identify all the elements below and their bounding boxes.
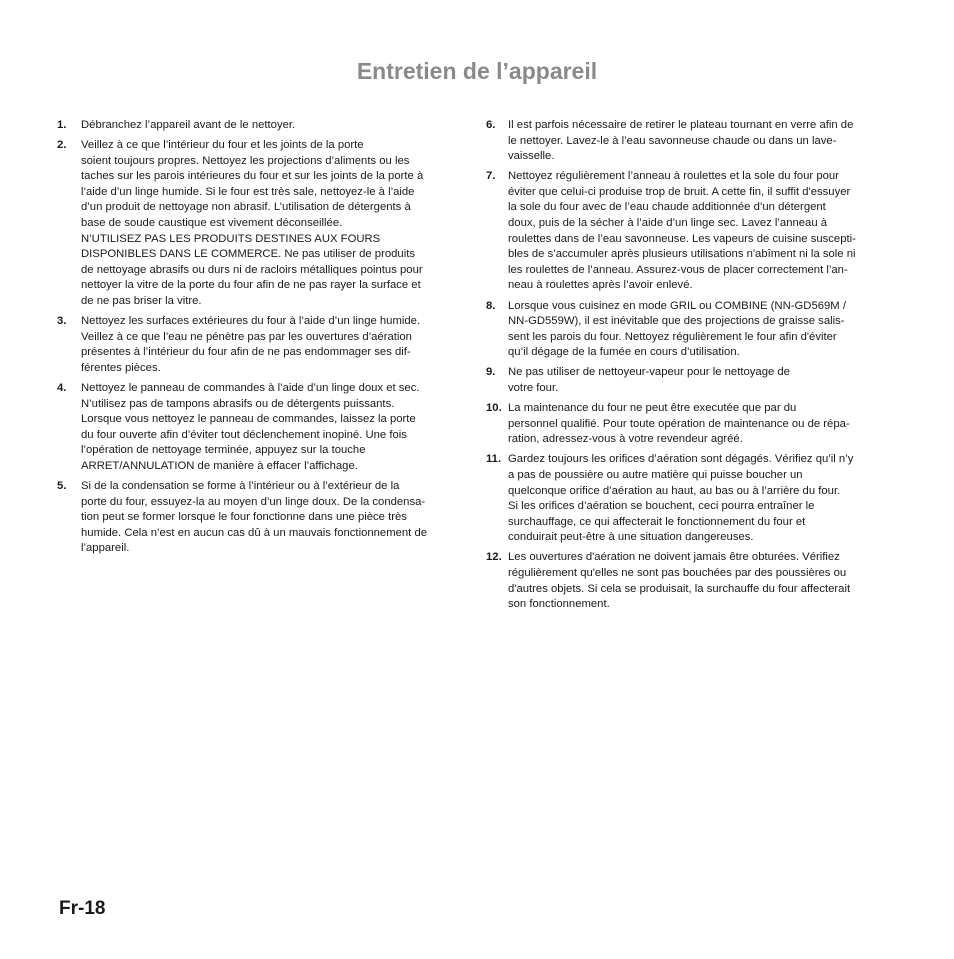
item-text-line: ARRET/ANNULATION de manière à effacer l’affichage.: [81, 459, 358, 472]
list-item: [486, 452, 896, 546]
item-text-line: Lorsque vous cuisinez en mode GRIL ou COMBINE (NN-GD569M /: [508, 299, 846, 312]
item-text-line: d'autres objets. Si cela se produisait, la surchauffe du four affecterait: [508, 582, 851, 595]
item-text-line: Nettoyez le panneau de commandes à l’aide d’un linge doux et sec.: [81, 382, 420, 394]
item-text-line: tion peut se former lorsque le four fonctionne dans une pièce très: [81, 511, 407, 524]
item-text-line: vaisselle.: [508, 150, 555, 163]
item-text: [81, 118, 469, 134]
item-text-line: roulettes dans de l’eau savonneuse. Les vapeurs de cuisine suscepti-: [508, 232, 856, 245]
item-text-line: du four ouverte afin d’éviter tout déclenchement inopiné. Une fois: [81, 428, 407, 441]
item-text-line: éviter que celui-ci produise trop de bruit. A cette fin, il suffit d'essuyer: [508, 185, 851, 198]
list-item: [486, 299, 896, 361]
item-text: [508, 118, 896, 165]
list-item: [486, 169, 896, 294]
item-text-line: La maintenance du four ne peut être executée que par du: [508, 402, 797, 415]
page-number: Fr-18: [59, 898, 106, 919]
item-text: [508, 401, 896, 448]
item-text-line: doux, puis de la sécher à l’aide d’un linge sec. Lavez l’anneau à: [508, 217, 828, 230]
item-text-line: les roulettes de l’anneau. Assurez-vous de placer correctement l’an-: [508, 263, 848, 276]
item-text-line: base de soude caustique est vivement déconseillée.: [81, 217, 343, 230]
item-number: 6.: [486, 119, 496, 131]
item-text-line: Il est parfois nécessaire de retirer le plateau tournant en verre afin de: [508, 119, 854, 131]
item-text-line: Les ouvertures d'aération ne doivent jamais être obturées. Vérifiez: [508, 551, 840, 564]
item-text-line: N’utilisez pas de tampons abrasifs ou de détergents puissants.: [81, 397, 395, 410]
item-text: [81, 479, 469, 557]
item-text-line: votre four.: [508, 382, 559, 394]
item-text-line: Si les orifices d’aération se bouchent, ceci pourra entraîner le: [508, 500, 815, 513]
item-text: [508, 365, 896, 396]
item-text-line: Ne pas utiliser de nettoyeur-vapeur pour le nettoyage de: [508, 366, 790, 379]
item-text-line: présentes à l’intérieur du four afin de ne pas endommager ses dif-: [81, 346, 411, 359]
list-item: [57, 314, 469, 376]
item-text-line: bles de s’accumuler après plusieurs utilisations n'abîment ni la sole ni: [508, 248, 856, 261]
item-text-line: surchauffage, ce qui affecterait le fonctionnement du four et: [508, 515, 806, 528]
item-text-line: personnel qualifié. Pour toute opération de maintenance ou de répa-: [508, 417, 850, 430]
item-text-line: férentes pièces.: [81, 361, 161, 374]
item-number: 12.: [486, 551, 502, 564]
item-text-line: d’un produit de nettoyage non abrasif. L’utilisation de détergents à: [81, 201, 411, 214]
item-text-line: neau à roulettes après l’avoir enlevé.: [508, 279, 693, 292]
item-text-line: l’aide d’un linge humide. Si le four est très sale, nettoyez-le à l’aide: [81, 185, 415, 198]
item-text-line: nettoyer la vitre de la porte du four afin de ne pas rayer la surface et: [81, 279, 421, 292]
list-item: [57, 118, 469, 134]
item-number: 8.: [486, 299, 496, 312]
list-item: [57, 381, 469, 475]
item-text-line: ration, adressez-vous à votre revendeur agréé.: [508, 433, 743, 446]
item-text-line: Gardez toujours les orifices d’aération sont dégagés. Vérifiez qu’il n’y: [508, 453, 854, 466]
item-text: [81, 381, 469, 475]
item-text: [508, 299, 896, 361]
item-text-line: Lorsque vous nettoyez le panneau de commandes, laissez la porte: [81, 413, 416, 426]
item-text-line: qu’il dégage de la fumée en cours d’utilisation.: [508, 346, 740, 359]
item-text-line: de nettoyage abrasifs ou durs ni de racloirs métalliques pointus pour: [81, 263, 423, 276]
list-item: [486, 118, 896, 165]
item-text-line: le nettoyer. Lavez-le à l’eau savonneuse chaude ou dans un lave-: [508, 134, 837, 147]
item-number: 10.: [486, 402, 502, 415]
item-text-line: régulièrement qu'elles ne sont pas bouchées par des poussières ou: [508, 567, 847, 580]
item-text: [508, 169, 896, 294]
list-item: [486, 365, 896, 396]
item-text-line: N’UTILISEZ PAS LES PRODUITS DESTINES AUX FOURS: [81, 232, 381, 245]
item-number: 3.: [57, 315, 67, 328]
item-text-line: l’opération de nettoyage terminée, appuyez sur la touche: [81, 444, 366, 457]
item-text: [81, 314, 469, 376]
item-text-line: Veillez à ce que l’eau ne pénètre pas par les ouvertures d’aération: [81, 330, 412, 343]
item-number: 1.: [57, 119, 67, 131]
item-text-line: Si de la condensation se forme à l’intérieur ou à l’extérieur de la: [81, 480, 400, 493]
list-item: [57, 479, 469, 557]
item-text-line: soient toujours propres. Nettoyez les projections d’aliments ou les: [81, 154, 410, 167]
item-text-line: NN-GD559W), il est inévitable que des projections de graisse salis-: [508, 315, 845, 328]
item-text-line: DISPONIBLES DANS LE COMMERCE. Ne pas utiliser de produits: [81, 248, 415, 261]
item-text-line: de ne pas briser la vitre.: [81, 295, 202, 308]
item-number: 4.: [57, 382, 67, 394]
item-text-line: a pas de poussière ou autre matière qui puisse boucher un: [508, 468, 803, 481]
left-column: [57, 118, 469, 562]
page-title: Entretien de l’appareil: [356, 58, 598, 84]
item-text: [508, 550, 896, 612]
list-item: [486, 401, 896, 448]
item-text-line: conduirait peut-être à une situation dangereuses.: [508, 531, 754, 544]
item-text-line: quelconque orifice d’aération au haut, au bas ou à l’arrière du four.: [508, 484, 841, 497]
right-column: [486, 118, 896, 617]
item-text-line: taches sur les parois intérieures du four et sur les joints de la porte à: [81, 170, 424, 183]
list-item: [486, 550, 896, 612]
item-text-line: Veillez à ce que l’intérieur du four et les joints de la porte: [81, 139, 364, 152]
item-text: [508, 452, 896, 546]
item-number: 9.: [486, 366, 496, 379]
item-text-line: son fonctionnement.: [508, 598, 610, 611]
item-text-line: sent les parois du four. Nettoyez régulièrement le four afin d'éviter: [508, 330, 837, 343]
list-item: [57, 138, 469, 310]
item-text-line: humide. Cela n’est en aucun cas dû à un mauvais fonctionnement de: [81, 526, 428, 539]
item-text-line: Nettoyez les surfaces extérieures du four à l’aide d’un linge humide.: [81, 315, 421, 328]
item-text-line: l’appareil.: [81, 542, 130, 555]
item-number: 5.: [57, 480, 67, 493]
item-number: 7.: [486, 170, 496, 183]
item-text-line: Nettoyez régulièrement l’anneau à roulettes et la sole du four pour: [508, 170, 839, 183]
item-text-line: Débranchez l’appareil avant de le nettoyer.: [81, 119, 296, 131]
item-text-line: la sole du four avec de l’eau chaude additionnée d’un détergent: [508, 201, 826, 214]
item-number: 11.: [486, 453, 502, 466]
item-text: [81, 138, 469, 310]
item-text-line: porte du four, essuyez-la au moyen d’un linge doux. De la condensa-: [81, 495, 426, 508]
item-number: 2.: [57, 139, 67, 152]
